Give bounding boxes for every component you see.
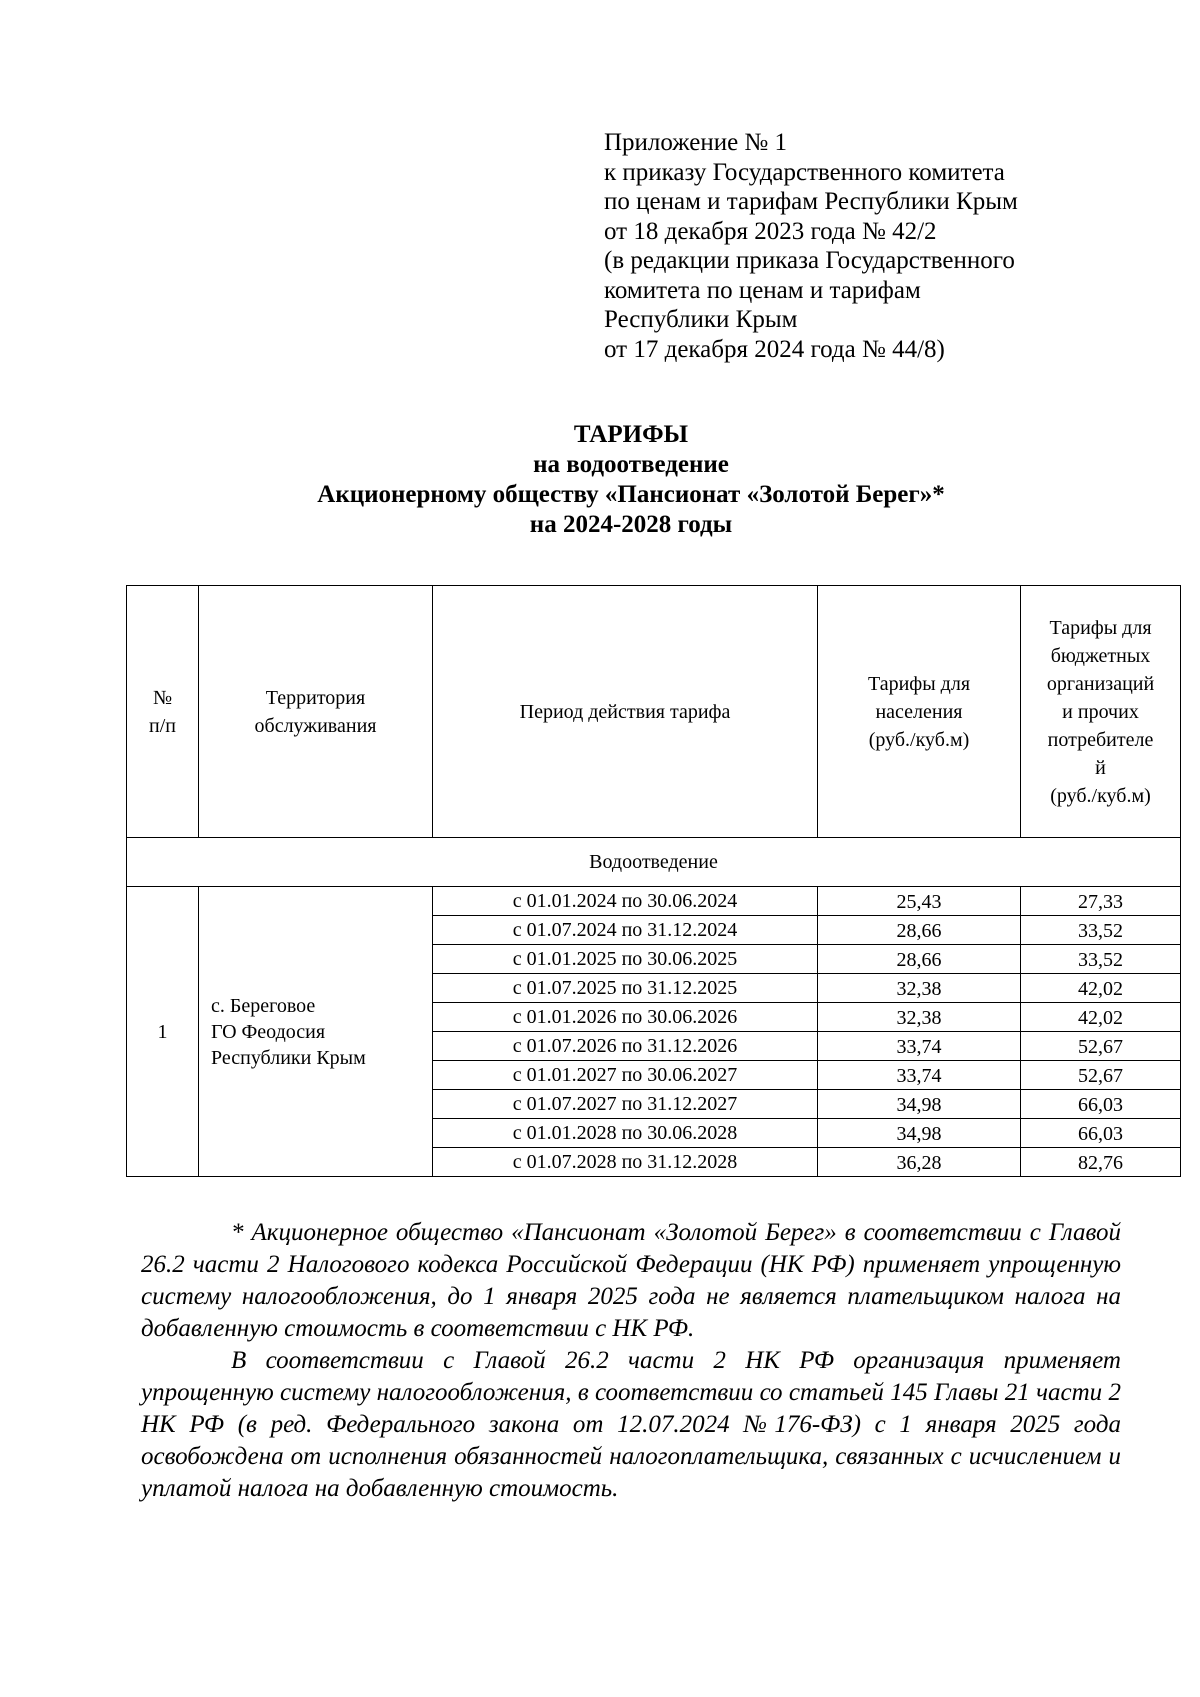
document-title: [0, 420, 1200, 540]
other-tariff-cell: 42,02: [1021, 974, 1181, 1003]
header-others-line: бюджетных: [1050, 644, 1151, 667]
appendix-line: к приказу Государственного комитета: [604, 158, 1005, 186]
tariff-table: [126, 585, 1181, 1177]
header-others-line: й: [1095, 756, 1106, 779]
appendix-line: комитета по ценам и тарифам: [604, 276, 921, 304]
period-cell: с 01.07.2028 по 31.12.2028: [433, 1148, 818, 1177]
population-tariff-cell: 36,28: [818, 1148, 1021, 1177]
header-others-line: потребителе: [1047, 728, 1154, 751]
section-title: Водоотведение: [127, 838, 1181, 887]
population-tariff-cell: 28,66: [818, 916, 1021, 945]
period-cell: с 01.07.2024 по 31.12.2024: [433, 916, 818, 945]
other-tariff-cell: 42,02: [1021, 1003, 1181, 1032]
appendix-line: Республики Крым: [604, 306, 798, 333]
population-tariff-cell: 28,66: [818, 945, 1021, 974]
population-tariff-cell: 25,43: [818, 887, 1021, 916]
title-line: на 2024-2028 годы: [529, 511, 733, 538]
header-population-line: населения: [875, 700, 963, 723]
population-tariff-cell: 33,74: [818, 1032, 1021, 1061]
other-tariff-cell: 52,67: [1021, 1032, 1181, 1061]
period-cell: с 01.07.2026 по 31.12.2026: [433, 1032, 818, 1061]
footnotes: [141, 1217, 1121, 1505]
header-territory-line: обслуживания: [254, 714, 377, 737]
header-others-line: Тарифы для: [1049, 616, 1152, 639]
title-line: ТАРИФЫ: [573, 421, 689, 448]
footnote-paragraph: * Акционерное общество «Пансионат «Золотой Берег» в соответствии с Главой 26.2 части 2 Налогового кодекса Российской Федерации (НК РФ) применяет упрощенную систему налогообложения, до 1 января 2025 года не является плательщиком налога на добавленную стоимость в соответствии с НК РФ.: [141, 1219, 1121, 1342]
period-cell: с 01.01.2025 по 30.06.2025: [433, 945, 818, 974]
appendix-line: от 17 декабря 2024 года № 44/8): [604, 335, 945, 363]
section-row: [127, 838, 1181, 887]
period-cell: с 01.01.2027 по 30.06.2027: [433, 1061, 818, 1090]
item-number: 1: [127, 887, 199, 1177]
other-tariff-cell: 66,03: [1021, 1119, 1181, 1148]
header-num-line: №: [152, 686, 173, 709]
title-line: Акционерному обществу «Пансионат «Золотой Берег»*: [317, 481, 945, 508]
territory-line: с. Береговое: [211, 994, 316, 1017]
header-num-line: п/п: [149, 714, 176, 737]
period-cell: с 01.01.2026 по 30.06.2026: [433, 1003, 818, 1032]
header-num: [127, 586, 199, 838]
header-others-line: (руб./куб.м): [1050, 784, 1151, 807]
header-territory: [199, 586, 433, 838]
period-cell: с 01.01.2024 по 30.06.2024: [433, 887, 818, 916]
population-tariff-cell: 34,98: [818, 1090, 1021, 1119]
territory-cell: [199, 887, 433, 1177]
other-tariff-cell: 82,76: [1021, 1148, 1181, 1177]
population-tariff-cell: 32,38: [818, 1003, 1021, 1032]
header-territory-line: Территория: [265, 686, 366, 709]
appendix-block: [604, 128, 1018, 364]
header-other-tariff: [1021, 586, 1181, 838]
appendix-line: (в редакции приказа Государственного: [604, 247, 1015, 274]
other-tariff-cell: 33,52: [1021, 916, 1181, 945]
appendix-line: Приложение № 1: [604, 129, 788, 156]
title-line: на водоотведение: [533, 451, 729, 478]
other-tariff-cell: 66,03: [1021, 1090, 1181, 1119]
population-tariff-cell: 33,74: [818, 1061, 1021, 1090]
appendix-line: по ценам и тарифам Республики Крым: [604, 188, 1018, 215]
header-period: [433, 586, 818, 838]
header-others-line: организаций: [1046, 672, 1155, 695]
territory-line: ГО Феодосия: [211, 1020, 326, 1043]
other-tariff-cell: 27,33: [1021, 887, 1181, 916]
appendix-line: от 18 декабря 2023 года № 42/2: [604, 217, 937, 245]
other-tariff-cell: 52,67: [1021, 1061, 1181, 1090]
table-header-row: [127, 586, 1181, 838]
table-row: [127, 887, 1181, 916]
header-period-line: Период действия тарифа: [519, 700, 731, 723]
header-population-line: Тарифы для: [867, 672, 971, 695]
header-others-line: и прочих: [1062, 700, 1139, 723]
header-population-tariff: [818, 586, 1021, 838]
period-cell: с 01.01.2028 по 30.06.2028: [433, 1119, 818, 1148]
other-tariff-cell: 33,52: [1021, 945, 1181, 974]
period-cell: с 01.07.2027 по 31.12.2027: [433, 1090, 818, 1119]
territory-line: Республики Крым: [211, 1046, 366, 1069]
population-tariff-cell: 34,98: [818, 1119, 1021, 1148]
population-tariff-cell: 32,38: [818, 974, 1021, 1003]
footnote-paragraph: В соответствии с Главой 26.2 части 2 НК РФ организация применяет упрощенную систему налогообложения, в соответствии со статьей 145 Главы 21 части 2 НК РФ (в ред. Федерального закона от 12.07.2024 №176-ФЗ) с 1 января 2025 года освобождена от исполнения обязанностей налогоплательщика, связанных с исчислением и уплатой налога на добавленную стоимость.: [141, 1347, 1121, 1502]
period-cell: с 01.07.2025 по 31.12.2025: [433, 974, 818, 1003]
header-population-line: (руб./куб.м): [868, 728, 970, 751]
